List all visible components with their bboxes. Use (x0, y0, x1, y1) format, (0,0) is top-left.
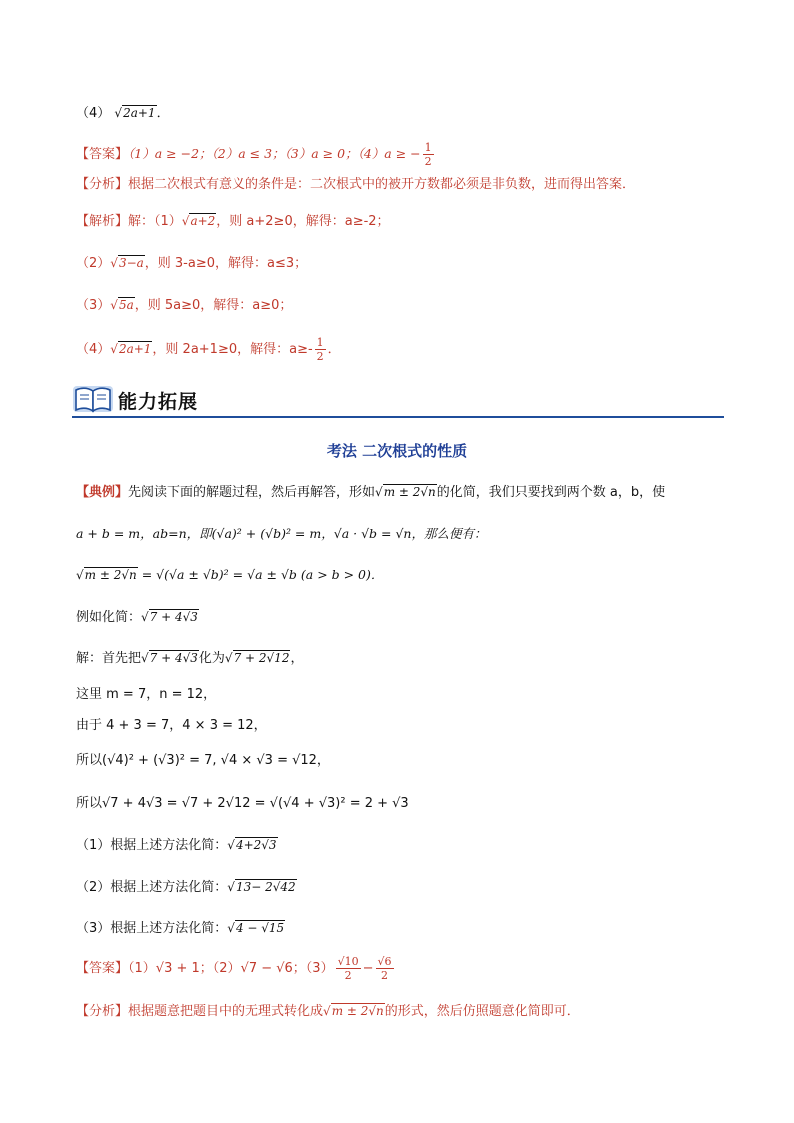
analysis-tag: 【分析】 (76, 1004, 129, 1019)
radical-expression: √7 + 4√3 (141, 610, 198, 624)
analysis-2-line: 【分析】根据题意把题目中的无理式转化成√m ± 2√n的形式，然后仿照题意化简即可． (76, 1001, 580, 1021)
solution-tag: 【解析】 (76, 214, 129, 229)
radical-expression: √5a (110, 298, 134, 312)
example-line: 例如化简：√7 + 4√3 (76, 607, 199, 627)
solution-line-2: （2）√3−a，则 3-a≥0，解得：a≤3； (76, 253, 307, 273)
answer-fraction: $\frac{√6}{2}$ (377, 955, 392, 982)
radical-expression: √7 + 4√3 (141, 651, 198, 665)
answer-tag: 【答案】 (76, 961, 129, 976)
example-intro-line: 【典例】先阅读下面的解题过程，然后再解答，形如√m ± 2√n的化简，我们只要找到两个数 a，b，使 (76, 482, 665, 502)
radical-expression: √m ± 2√n (76, 568, 137, 582)
radical-expression: √7 + 2√12 (224, 651, 290, 665)
question-1: （1）根据上述方法化简：√4+2√3 (76, 835, 278, 855)
condition-line: a + b = m，ab=n，即(√a)² + (√b)² = m，√a · √b = √n，那么便有： (76, 526, 487, 541)
radical-expression: √4+2√3 (227, 838, 277, 852)
section-banner (72, 378, 724, 418)
question-3: （3）根据上述方法化简：√4 − √15 (76, 918, 285, 938)
solution-line-4: （4）√2a+1，则 2a+1≥0，解得：a≥- $\frac{1}{2}$ ． (76, 336, 341, 363)
step-3-line: 由于 4 + 3 = 7，4 × 3 = 12， (76, 718, 267, 733)
question-2: （2）根据上述方法化简：√13− 2√42 (76, 877, 297, 897)
answer-2-line: 【答案】（1）√3 + 1；（2）√7 − √6；（3） $\frac{√10}{2}$ − $\frac{√6}{2}$ (76, 955, 392, 982)
item-4-label: （4） (76, 106, 111, 121)
radical-expression: √a+2 (181, 214, 216, 228)
radical-expression: √2a+1 (110, 342, 152, 356)
solution-fraction: $\frac{1}{2}$ (316, 336, 324, 363)
radical-expression: √13− 2√42 (227, 880, 296, 894)
book-icon (72, 380, 116, 416)
step-4-line: 所以(√4)² + (√3)² = 7, √4 × √3 = √12， (76, 753, 330, 768)
section-title: 考法 二次根式的性质 (326, 442, 468, 460)
radical-expression: √m ± 2√n (375, 485, 436, 499)
step-5-line: 所以√7 + 4√3 = √7 + 2√12 = √(√4 + √3)² = 2 + √3 (76, 796, 409, 811)
radical-expression: √2a+1 (114, 106, 156, 120)
step-2-line: 这里 m = 7，n = 12， (76, 687, 217, 702)
example-tag: 【典例】 (76, 485, 129, 500)
radical-expression: √m ± 2√n (323, 1004, 384, 1018)
analysis-text: 根据二次根式有意义的条件是：二次根式中的被开方数都必须是非负数，进而得出答案． (128, 177, 636, 192)
radical-expression: √4 − √15 (227, 921, 285, 935)
solution-line-3: （3）√5a，则 5a≥0，解得：a≥0； (76, 295, 292, 315)
banner-title: 能力拓展 (118, 391, 199, 413)
answer-tag: 【答案】 (76, 147, 129, 162)
formula-line: √m ± 2√n = √(√a ± √b)² = √a ± √b (a > b > 0)． (76, 565, 383, 585)
solution-line-1: 【解析】解：（1）√a+2，则 a+2≥0，解得：a≥-2； (76, 211, 390, 231)
analysis-tag: 【分析】 (76, 177, 129, 192)
analysis-line (76, 175, 635, 195)
radical-expression: √3−a (110, 256, 144, 270)
step-1-line: 解：首先把√7 + 4√3化为√7 + 2√12， (76, 648, 303, 668)
answer-line (76, 141, 436, 168)
answer-fraction: $\frac{√10}{2}$ (337, 955, 359, 982)
banner-rule (72, 416, 724, 418)
answer-text: （1）a ≥ −2；（2）a ≤ 3；（3）a ≥ 0；（4）a ≥ − (128, 146, 421, 161)
answer-fraction: $\frac{1}{2}$ (424, 141, 432, 168)
item-4-line: （4） √2a+1． (76, 103, 170, 123)
